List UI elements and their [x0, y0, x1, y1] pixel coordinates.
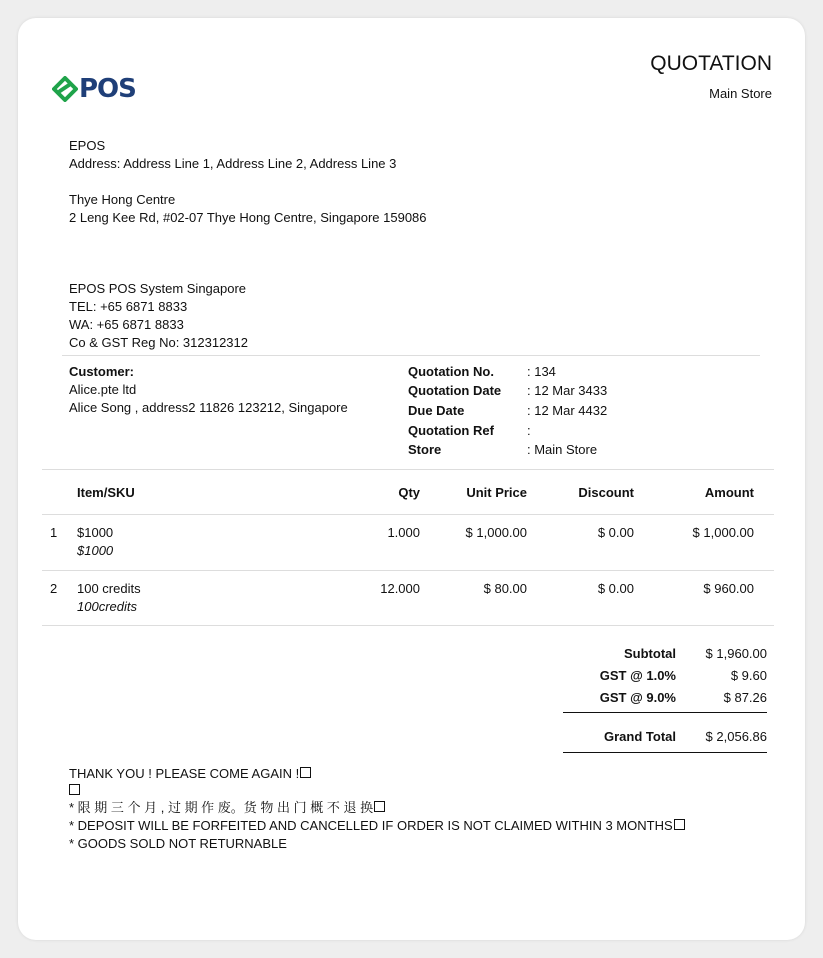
missing-glyph-box [674, 819, 685, 830]
col-header-discount: Discount [578, 485, 634, 500]
divider [62, 355, 760, 356]
gst9-value: $ 87.26 [723, 690, 767, 705]
epos-logo [52, 74, 136, 104]
info-value: : 134 [527, 364, 556, 379]
info-label: Quotation Ref [408, 423, 494, 438]
epos-logo-icon [52, 76, 78, 102]
customer-label: Customer: [69, 364, 135, 379]
grand-total-label: Grand Total [604, 729, 676, 744]
item-discount: $ 0.00 [597, 581, 634, 596]
customer-address: Alice Song , address2 11826 123212, Singapore [69, 400, 348, 415]
info-label: Due Date [408, 403, 465, 418]
customer-name: Alice.pte ltd [69, 382, 137, 397]
col-header-qty: Qty [398, 485, 420, 500]
missing-glyph-box [374, 801, 385, 812]
item-qty: 1.000 [387, 525, 420, 540]
subtotal-label: Subtotal [624, 646, 676, 661]
reg-no: Co & GST Reg No: 312312312 [69, 335, 248, 350]
col-header-item: Item/SKU [77, 485, 135, 500]
location-address: 2 Leng Kee Rd, #02-07 Thye Hong Centre, Singapore 159086 [69, 210, 427, 225]
footer-note [69, 782, 80, 800]
row-divider [42, 570, 774, 571]
footer-note [69, 765, 311, 783]
location-name: Thye Hong Centre [69, 192, 176, 207]
table-top-border [42, 469, 774, 470]
footer-note-text: THANK YOU ! PLEASE COME AGAIN ! [69, 766, 300, 781]
info-value: : 12 Mar 4432 [527, 403, 608, 418]
subtotal-value: $ 1,960.00 [705, 646, 767, 661]
col-header-unit-price: Unit Price [466, 485, 527, 500]
grand-total-bottom-rule [563, 752, 767, 753]
col-header-amount: Amount [704, 485, 754, 500]
footer-note [69, 835, 287, 853]
company-name: EPOS [69, 138, 106, 153]
grand-total-value: $ 2,056.86 [705, 729, 767, 744]
store-name: Main Store [709, 86, 772, 101]
contact-tel: TEL: +65 6871 8833 [69, 299, 188, 314]
footer-note-text: * DEPOSIT WILL BE FORFEITED AND CANCELLED IF ORDER IS NOT CLAIMED WITHIN 3 MONTHS [69, 818, 673, 833]
info-value: : [527, 423, 531, 438]
item-amount: $ 1,000.00 [692, 525, 754, 540]
contact-wa: WA: +65 6871 8833 [69, 317, 184, 332]
gst1-label: GST @ 1.0% [599, 668, 676, 683]
info-label: Quotation Date [408, 383, 502, 398]
missing-glyph-box [300, 767, 311, 778]
footer-note [69, 799, 385, 817]
gst1-value: $ 9.60 [730, 668, 767, 683]
table-header-border [42, 514, 774, 515]
item-qty: 12.000 [380, 581, 420, 596]
item-name: 100 credits [77, 581, 141, 596]
footer-note [69, 817, 685, 835]
info-label: Store [408, 442, 442, 457]
info-value: : Main Store [527, 442, 598, 457]
item-unit-price: $ 80.00 [483, 581, 527, 596]
item-unit-price: $ 1,000.00 [465, 525, 527, 540]
table-bottom-border [42, 625, 774, 626]
item-discount: $ 0.00 [597, 525, 634, 540]
row-number: 2 [50, 581, 58, 596]
logo-text: POS [79, 74, 136, 104]
grand-total-top-rule [563, 712, 767, 713]
gst9-label: GST @ 9.0% [599, 690, 676, 705]
item-name: $1000 [77, 525, 114, 540]
item-sku: $1000 [77, 543, 114, 558]
info-value: : 12 Mar 3433 [527, 383, 608, 398]
document-title: QUOTATION [650, 52, 772, 75]
item-sku: 100credits [77, 599, 137, 614]
footer-note-text: * GOODS SOLD NOT RETURNABLE [69, 836, 287, 851]
footer-note-text: * 限 期 三 个 月 , 过 期 作 废。货 物 出 门 概 不 退 换 [69, 800, 374, 815]
contact-name: EPOS POS System Singapore [69, 281, 247, 296]
item-amount: $ 960.00 [703, 581, 754, 596]
company-address: Address: Address Line 1, Address Line 2, Address Line 3 [69, 156, 397, 171]
missing-glyph-box [69, 784, 80, 795]
info-label: Quotation No. [408, 364, 494, 379]
row-number: 1 [50, 525, 58, 540]
